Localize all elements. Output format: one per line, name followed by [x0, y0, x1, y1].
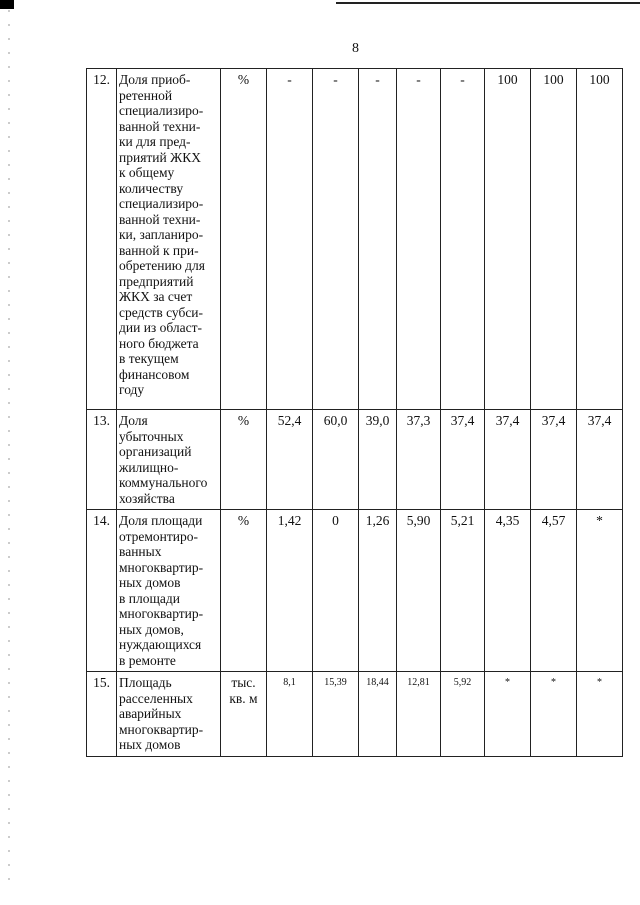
table-row	[87, 69, 623, 410]
value-cell: 37,3	[397, 410, 441, 510]
header-rule	[336, 2, 640, 4]
value-cell: *	[485, 672, 531, 757]
value-cell: 8,1	[267, 672, 313, 757]
value-cell: 5,21	[441, 510, 485, 672]
value-cell: 60,0	[313, 410, 359, 510]
value-cell: -	[313, 69, 359, 410]
value-cell: 100	[485, 69, 531, 410]
table-row	[87, 510, 623, 672]
value-cell: 4,35	[485, 510, 531, 672]
unit-cell: %	[221, 69, 267, 410]
value-cell: 0	[313, 510, 359, 672]
value-cell: 37,4	[577, 410, 623, 510]
table-row	[87, 410, 623, 510]
indicator-name: Доля площади отремонтиро- ванных многоквартир- ных домов в площади многоквартир- ных домов, нуждающихся в ремонте	[117, 510, 221, 672]
value-cell: *	[577, 672, 623, 757]
value-cell: 100	[531, 69, 577, 410]
row-number: 13.	[87, 410, 117, 510]
value-cell: -	[359, 69, 397, 410]
unit-cell: %	[221, 510, 267, 672]
scan-margin-dots	[8, 10, 10, 890]
indicator-name: Площадь расселенных аварийных многоквартир- ных домов	[117, 672, 221, 757]
table-row	[87, 672, 623, 757]
scan-corner-mark	[0, 0, 14, 9]
value-cell: 18,44	[359, 672, 397, 757]
value-cell: 37,4	[531, 410, 577, 510]
unit-cell: %	[221, 410, 267, 510]
value-cell: 12,81	[397, 672, 441, 757]
indicator-name: Доля приоб- ретенной специализиро- ванной техни- ки для пред- приятий ЖКХ к общему количеству специализиро- ванной техни- ки, запланиро- ванной к при- обретению для предприятий ЖКХ за счет средств субси- дии из област- ного бюджета в текущем финансовом году	[117, 69, 221, 410]
value-cell: 1,42	[267, 510, 313, 672]
row-number: 14.	[87, 510, 117, 672]
value-cell: 15,39	[313, 672, 359, 757]
row-number: 12.	[87, 69, 117, 410]
value-cell: *	[577, 510, 623, 672]
value-cell: *	[531, 672, 577, 757]
value-cell: -	[441, 69, 485, 410]
value-cell: 52,4	[267, 410, 313, 510]
value-cell: 5,90	[397, 510, 441, 672]
row-number: 15.	[87, 672, 117, 757]
value-cell: -	[267, 69, 313, 410]
value-cell: -	[397, 69, 441, 410]
value-cell: 100	[577, 69, 623, 410]
page-number: 8	[352, 41, 359, 56]
value-cell: 5,92	[441, 672, 485, 757]
indicator-name: Доля убыточных организаций жилищно- коммунального хозяйства	[117, 410, 221, 510]
value-cell: 1,26	[359, 510, 397, 672]
value-cell: 39,0	[359, 410, 397, 510]
unit-cell: тыс. кв. м	[221, 672, 267, 757]
value-cell: 37,4	[441, 410, 485, 510]
value-cell: 37,4	[485, 410, 531, 510]
value-cell: 4,57	[531, 510, 577, 672]
indicators-table	[86, 68, 623, 757]
